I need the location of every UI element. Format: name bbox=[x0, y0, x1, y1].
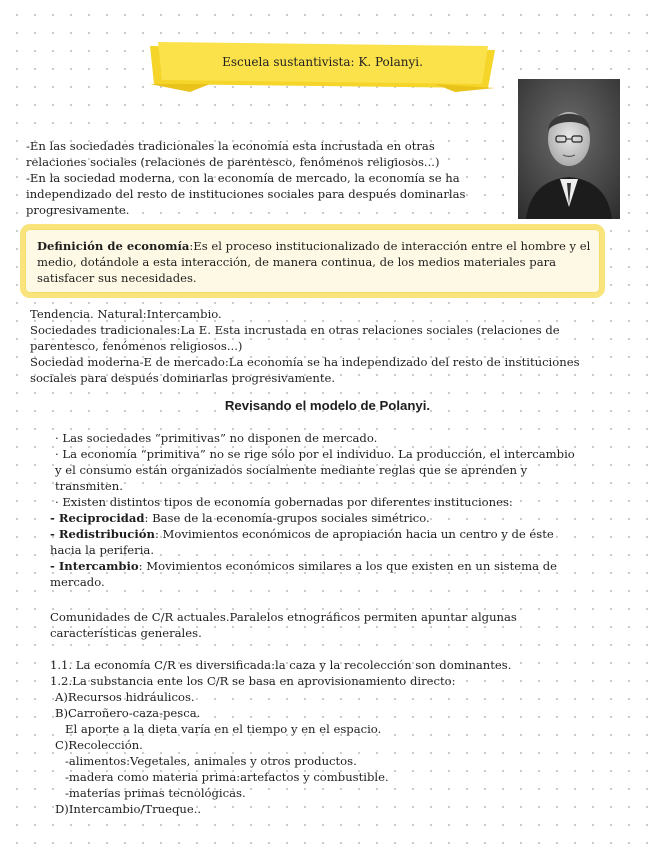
definition-term: Definición de economía bbox=[37, 239, 190, 253]
comunidades-paragraph: Comunidades de C/R actuales.Paralelos etnográficos permiten apuntar algunas características generales. bbox=[50, 610, 517, 640]
item-dash: - bbox=[50, 527, 59, 541]
list-item: -alimentos:Vegetales, animales y otros productos. bbox=[65, 754, 357, 768]
cr-list bbox=[50, 657, 520, 817]
institution-item bbox=[50, 558, 575, 590]
list-item: 1.1. La economía C/R es diversificada:la caza y la recolección son dominantes. bbox=[50, 658, 512, 672]
list-item: -madera como materia prima:artefactos y combustible. bbox=[65, 770, 389, 784]
list-item: D)Intercambio/Trueque.. bbox=[55, 802, 202, 816]
item-term: Intercambio bbox=[58, 559, 139, 573]
item-term: Redistribución bbox=[58, 527, 155, 541]
revisando-section bbox=[50, 430, 575, 590]
institution-item bbox=[50, 526, 575, 558]
intro-line: -En la sociedad moderna, con la economía de mercado, la economía se ha bbox=[26, 171, 460, 185]
item-dash: - bbox=[50, 559, 59, 573]
institution-item bbox=[50, 510, 575, 526]
section-heading: Revisando el modelo de Polanyi. bbox=[224, 398, 431, 413]
portrait-photo bbox=[518, 79, 620, 219]
tendencia-line: Tendencia. Natural:Intercambio. bbox=[30, 307, 222, 321]
revisando-point: · La economía “primitiva” no se rige sólo por el individuo. La producción, el intercambio y el consumo están organizados socialmente mediante reglas que se aprenden y transmiten. bbox=[55, 447, 575, 493]
revisando-point: · Existen distintos tipos de economía gobernadas por diferentes instituciones: bbox=[55, 495, 513, 509]
polanyi-portrait bbox=[518, 79, 620, 219]
item-term: Reciprocidad bbox=[58, 511, 145, 525]
page-title: Escuela sustantivista: K. Polanyi. bbox=[222, 55, 423, 69]
moderna-line: Sociedad moderna-E de mercado:La economía se ha independizado del resto de instituciones sociales para después dominarlas progresivamente. bbox=[30, 355, 580, 385]
item-dash: - bbox=[50, 511, 59, 525]
definition-text bbox=[37, 238, 597, 286]
item-text: : Base de la economía-grupos sociales simétrico. bbox=[144, 511, 430, 525]
list-item: 1.2.La substancia ente los C/R se basa en aprovisionamiento directo: bbox=[50, 674, 456, 688]
definition-body: :Es el proceso institucionalizado de interacción entre el hombre y el medio, dotándole a esta interacción, de manera continua, de los medios materiales para satisfacer sus necesidades. bbox=[37, 239, 591, 285]
list-item: A)Recursos hidráulicos. bbox=[55, 690, 195, 704]
revisando-point: · Las sociedades “primitivas” no disponen de mercado. bbox=[55, 431, 378, 445]
intro-line: -En las sociedades tradicionales la economía esta incrustada en otras bbox=[26, 139, 435, 153]
intro-line: progresivamente. bbox=[26, 203, 130, 217]
intro-line: independizado del resto de instituciones sociales para después dominarlas bbox=[26, 187, 466, 201]
list-item: C)Recolección. bbox=[55, 738, 143, 752]
list-item: El aporte a la dieta varía en el tiempo y en el espacio. bbox=[65, 722, 382, 736]
item-text: : Movimientos económicos de apropiación hacia un centro y de éste hacia la periferia. bbox=[50, 527, 554, 557]
list-item: -materias primas tecnológicas. bbox=[65, 786, 246, 800]
intro-line: relaciones sociales (relaciones de parentesco, fenómenos religiosos...) bbox=[26, 155, 440, 169]
tradicionales-line: Sociedades tradicionales:La E. Esta incrustada en otras relaciones sociales (relaciones de parentesco, fenómenos religiosos...) bbox=[30, 323, 560, 353]
title-banner bbox=[150, 40, 495, 92]
tendencia-section bbox=[30, 306, 605, 386]
item-text: : Movimientos económicos similares a los que existen en un sistema de mercado. bbox=[50, 559, 557, 589]
intro-paragraph bbox=[26, 138, 496, 218]
list-item: B)Carroñero-caza-pesca. bbox=[55, 706, 201, 720]
